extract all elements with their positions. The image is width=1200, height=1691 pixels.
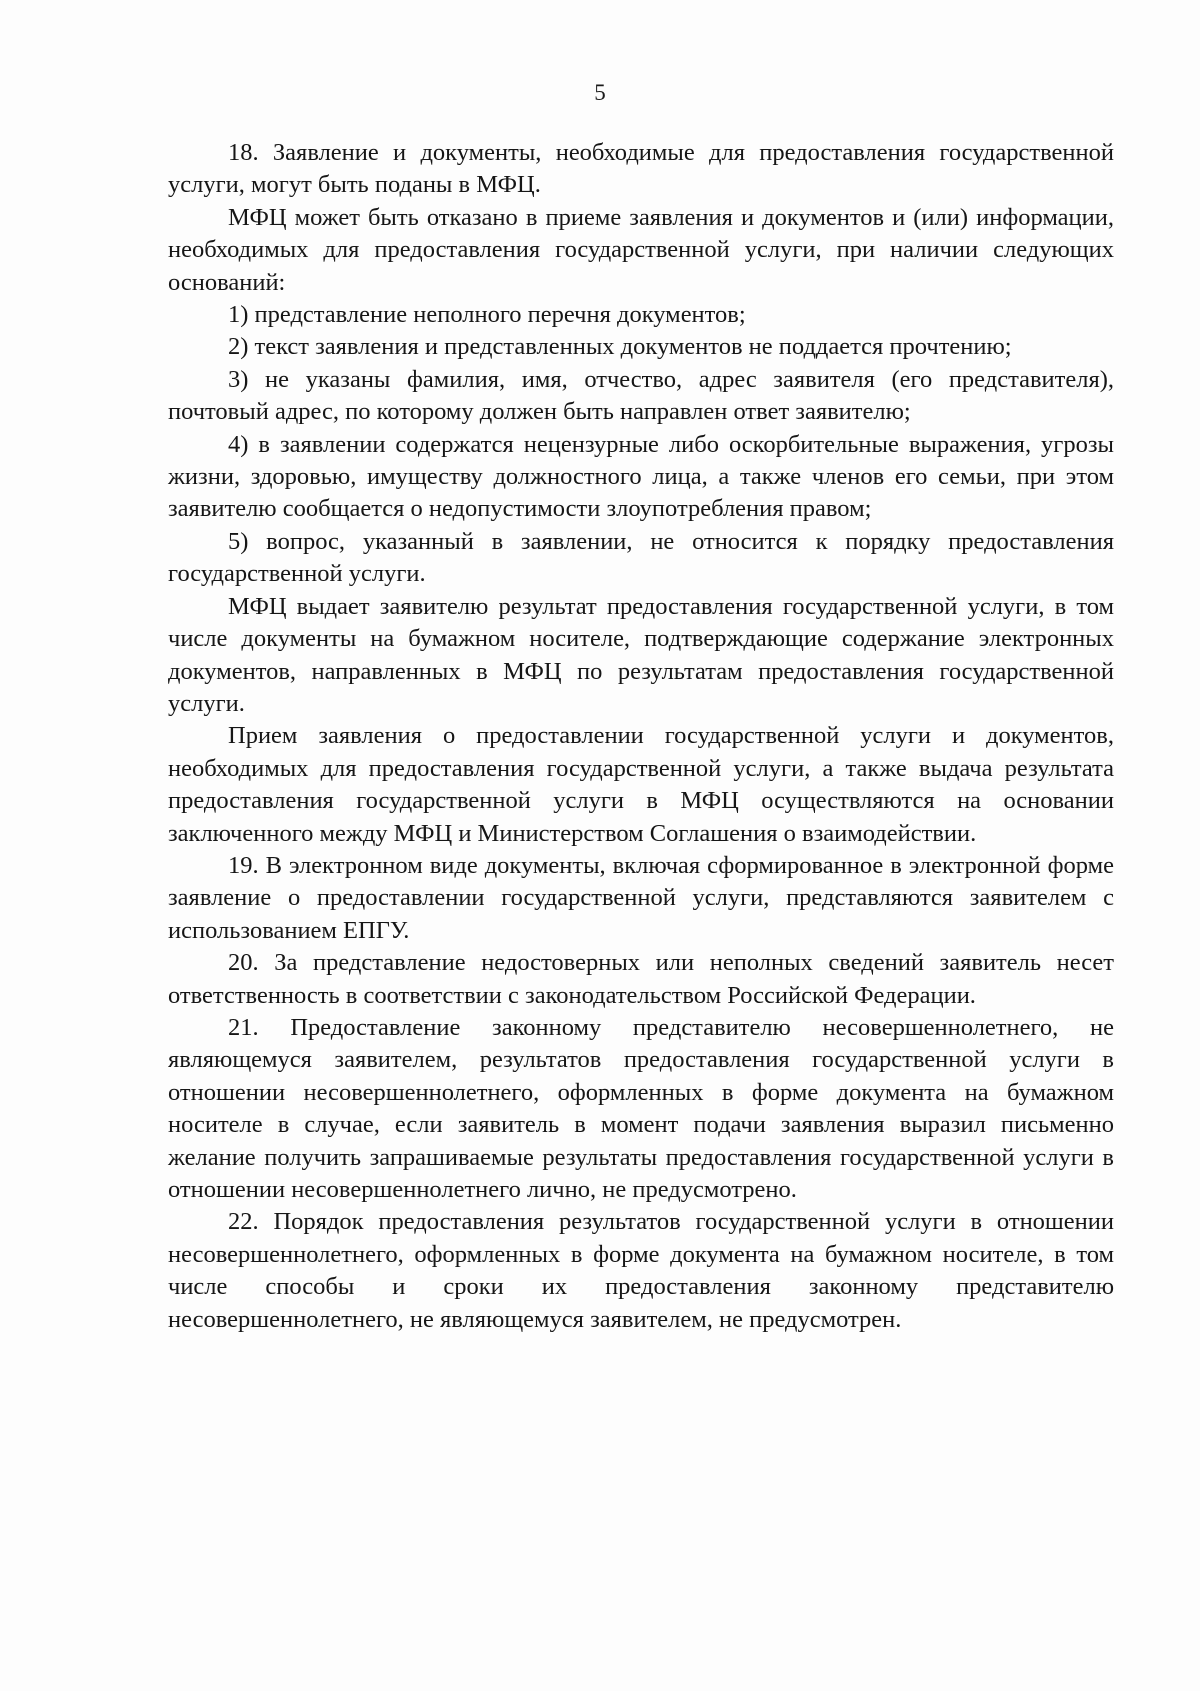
list-item-5: 5) вопрос, указанный в заявлении, не относится к порядку предоставления государственной услуги. (168, 527, 1114, 588)
paragraph-20: 20. За представление недостоверных или неполных сведений заявитель несет ответственность в соответствии с законодательством Российской Федерации. (168, 949, 1114, 1009)
list-item-3: 3) не указаны фамилия, имя, отчество, адрес заявителя (его представителя), почтовый адрес, по которому должен быть направлен ответ заявителю; (168, 365, 1114, 426)
paragraph-19: 19. В электронном виде документы, включая сформированное в электронной форме заявление о предоставлении государственной услуги, представляются заявителем с использованием ЕПГУ. (168, 851, 1114, 944)
page-number: 5 (594, 80, 606, 105)
list-item-4: 4) в заявлении содержатся нецензурные либо оскорбительные выражения, угрозы жизни, здоровью, имуществу должностного лица, а также членов его семьи, при этом заявителю сообщается о недопустимости злоупотребления правом; (168, 430, 1114, 523)
paragraph-22: 22. Порядок предоставления результатов государственной услуги в отношении несовершеннолетнего, оформленных в форме документа на бумажном носителе, в том числе способы и сроки их предоставления законному представителю несовершеннолетнего, не являющемуся заявителем, не предусмотрен. (168, 1208, 1114, 1333)
list-item-2: 2) текст заявления и представленных документов не поддается прочтению; (228, 333, 1012, 361)
paragraph-mfc-result: МФЦ выдает заявителю результат предоставления государственной услуги, в том числе документы на бумажном носителе, подтверждающие содержание электронных документов, направленных в МФЦ по результатам предоставления государственной услуги. (168, 592, 1114, 717)
paragraph-18: 18. Заявление и документы, необходимые для предоставления государственной услуги, могут быть поданы в МФЦ. (168, 139, 1114, 199)
paragraph-21: 21. Предоставление законному представителю несовершеннолетнего, не являющемуся заявителем, результатов предоставления государственной услуги в отношении несовершеннолетнего, оформленных в форме документа на бумажном носителе в случае, если заявитель в момент подачи заявления выразил письменно желание получить запрашиваемые результаты предоставления государственной услуги в отношении несовершеннолетнего лично, не предусмотрено. (168, 1013, 1114, 1203)
paragraph-mfc-refusal: МФЦ может быть отказано в приеме заявления и документов и (или) информации, необходимых для предоставления государственной услуги, при наличии следующих оснований: (168, 203, 1114, 296)
document-body (168, 137, 1114, 1336)
list-item-1: 1) представление неполного перечня документов; (228, 301, 746, 329)
paragraph-reception: Прием заявления о предоставлении государственной услуги и документов, необходимых для предоставления государственной услуги, а также выдача результата предоставления государственной услуги в МФЦ осуществляются на основании заключенного между МФЦ и Министерством Соглашения о взаимодействии. (168, 722, 1114, 847)
